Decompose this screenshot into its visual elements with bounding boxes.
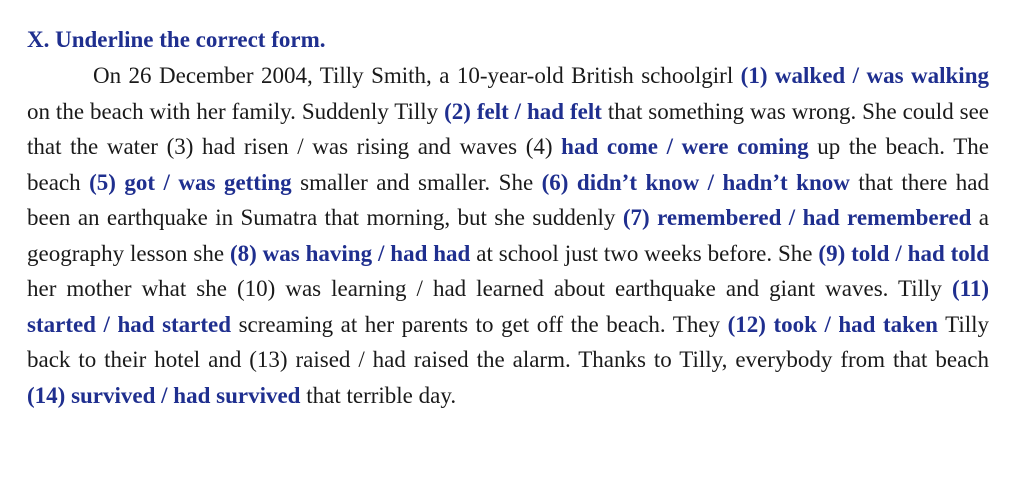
story-text: on the beach with her family. Suddenly Tilly [27,98,445,124]
answer-option: (14) survived / had survived [27,382,301,408]
exercise-page [27,22,989,413]
story-paragraph [27,58,989,413]
answer-option: (8) was having / had had [229,240,471,266]
answer-option: (11) started / had started [27,276,990,337]
story-text: that there had been an earthquake in Sumatra that morning, but she suddenly [27,169,989,230]
answer-option: (7) remembered / had remembered [622,205,972,230]
exercise-heading: X. Underline the correct form. [27,27,326,52]
story-text: smaller and smaller. She [291,169,542,195]
story-text: that something was wrong. She could see that the water [27,98,989,159]
story-text: Tilly back to their hotel and [27,311,989,372]
answer-option: (1) walked / was walking [740,63,989,88]
answer-option: (12) took / had taken [727,311,938,337]
story-text: that terrible day. [300,382,457,408]
story-text: a geography lesson she [27,205,990,266]
story-text [553,134,562,159]
answer-option: (2) felt / had felt [444,98,602,124]
answer-option: (4) [525,134,553,159]
answer-option: (3) had risen / was rising [166,134,410,159]
answer-option: (9) told / had told [818,240,989,266]
answer-option: (13) raised / had raised [249,347,469,372]
answer-option: had come / were coming [561,134,809,159]
answer-option: (10) was learning / had learned [237,276,544,301]
story-text: her mother what she [27,276,237,301]
story-text: about earthquake and giant waves. Tilly [543,276,952,301]
story-text: the alarm. Thanks to Tilly, everybody from that beach [468,347,989,372]
answer-option: (6) didn’t know / hadn’t know [541,169,850,195]
story-text: On 26 December 2004, Tilly Smith, a 10-year-old British schoolgirl [93,63,741,88]
story-text: up the beach. The beach [27,134,990,195]
answer-option: (5) got / was getting [89,169,292,195]
story-text: and waves [409,134,526,159]
story-text: screaming at her parents to get off the beach. They [231,311,728,337]
story-text: at school just two weeks before. She [470,240,819,266]
